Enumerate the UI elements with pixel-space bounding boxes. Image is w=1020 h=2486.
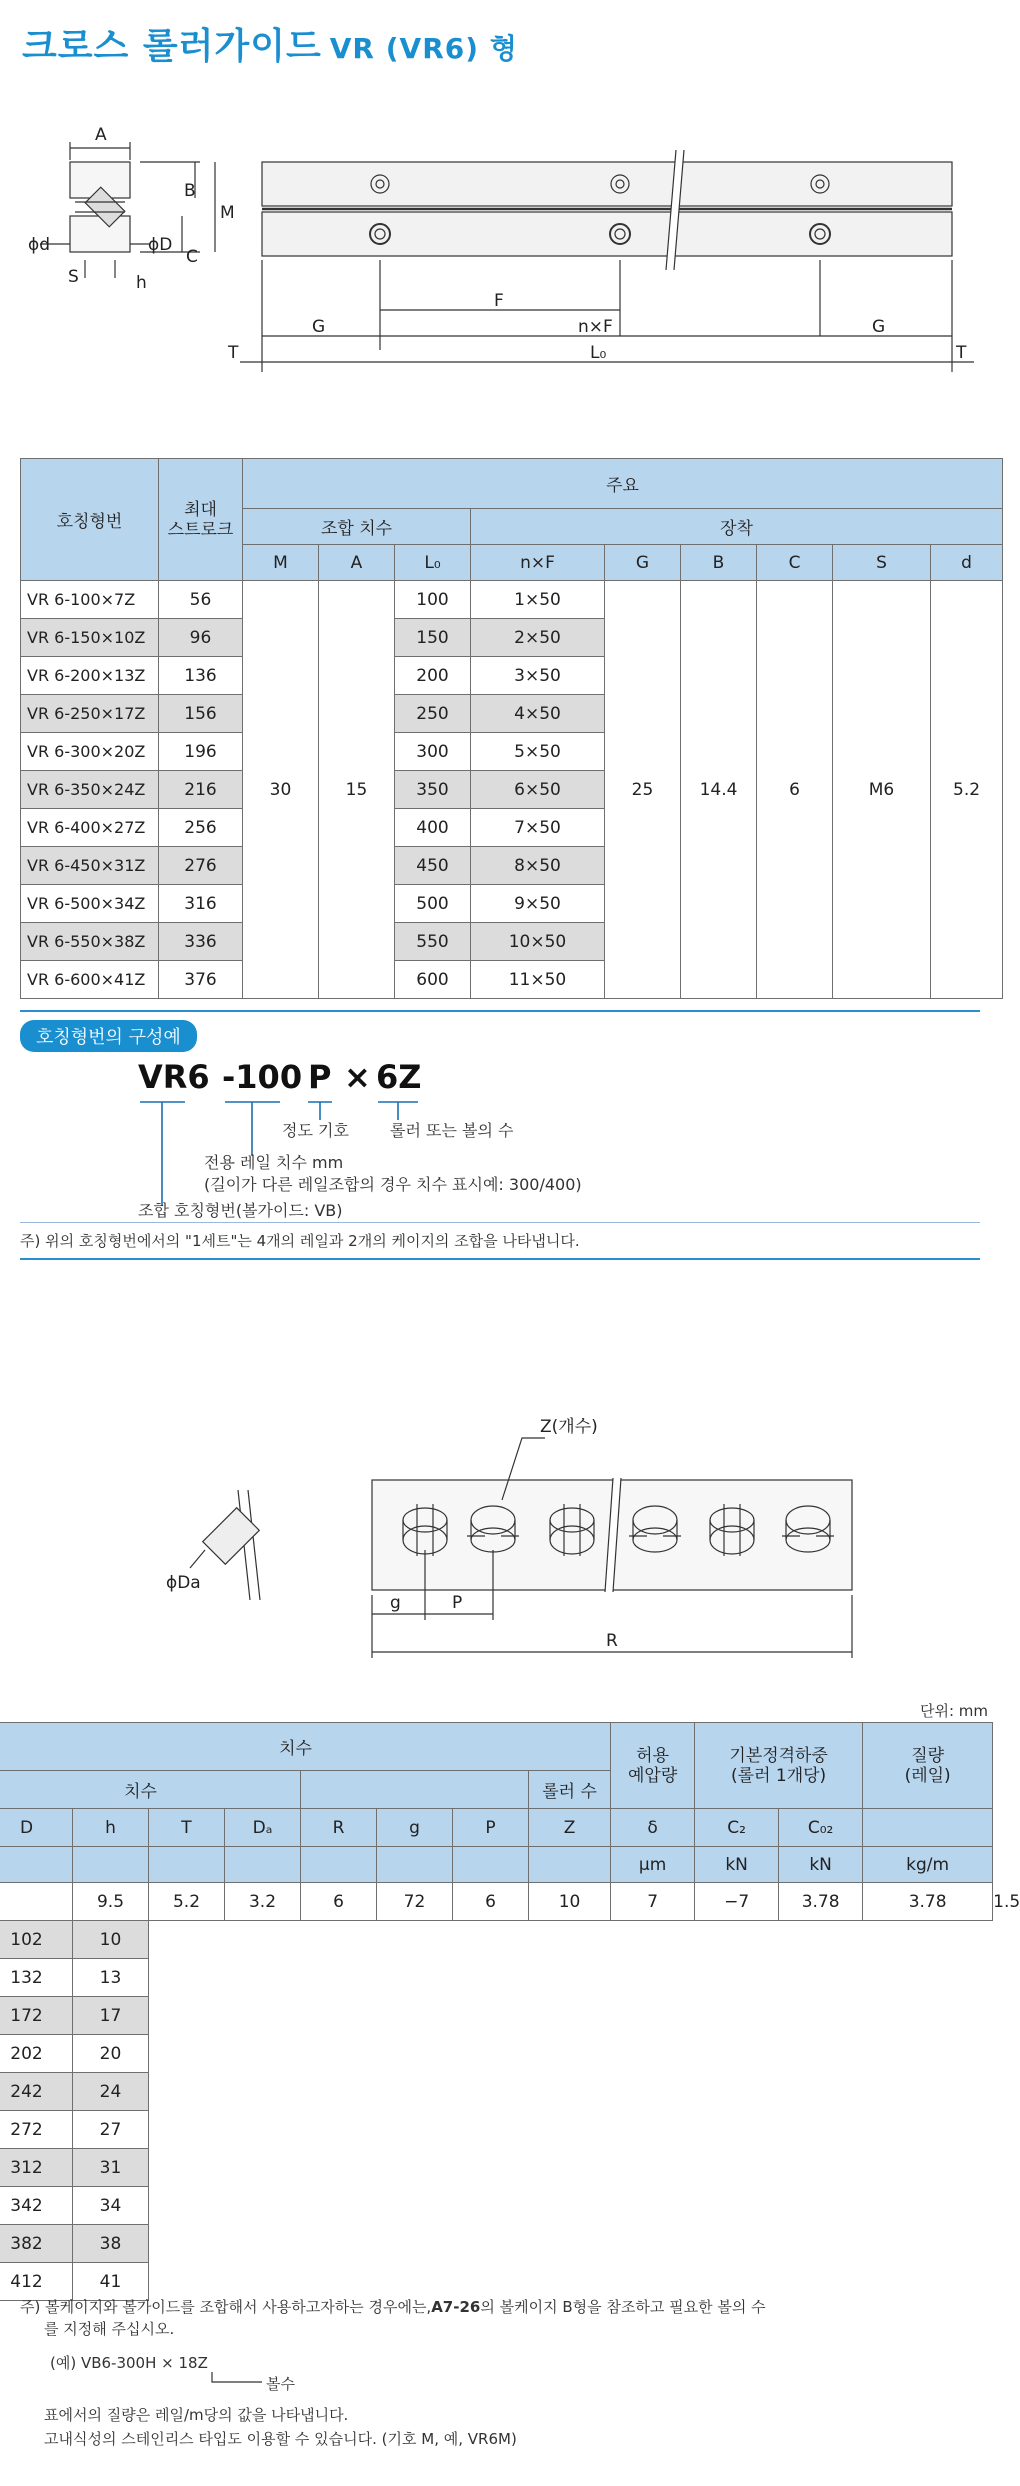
th-col: Dₐ — [225, 1809, 301, 1847]
th-unit — [301, 1847, 377, 1883]
cell-Z: 34 — [73, 2187, 149, 2225]
th-col: d — [931, 545, 1003, 581]
cell-R: 202 — [0, 2035, 73, 2073]
th-unit: kg/m — [863, 1847, 993, 1883]
cell-Z: 38 — [73, 2225, 149, 2263]
cell-model: VR 6-450×31Z — [21, 847, 159, 885]
cell-L0: 250 — [395, 695, 471, 733]
th-unit: kN — [779, 1847, 863, 1883]
cage-g-label: g — [390, 1593, 401, 1613]
cage-drawing — [0, 1400, 1000, 1670]
cell-L0: 100 — [395, 581, 471, 619]
cell-stroke: 216 — [159, 771, 243, 809]
cell-model: VR 6-200×13Z — [21, 657, 159, 695]
rail-drawing — [0, 110, 1000, 390]
cell-D: 9.5 — [73, 1883, 149, 1921]
table-row — [0, 2149, 993, 2187]
cell-nF: 10×50 — [471, 923, 605, 961]
th-col: g — [377, 1809, 453, 1847]
cell-model: VR 6-400×27Z — [21, 809, 159, 847]
table-row — [0, 1959, 993, 1997]
note2-ref: A7-26 — [431, 2298, 481, 2316]
cell-model: VR 6-600×41Z — [21, 961, 159, 999]
note2-line3: 표에서의 질량은 레일/m당의 값을 나타냅니다. — [44, 2406, 349, 2424]
cage-Z-label: Z(개수) — [540, 1417, 598, 1437]
rail-section-bottom — [70, 216, 130, 252]
cell-Z: 10 — [73, 1921, 149, 1959]
th-unit — [0, 1847, 73, 1883]
table-row — [0, 1921, 993, 1959]
cell-Z: 17 — [73, 1997, 149, 2035]
cell-d: 5.2 — [931, 581, 1003, 999]
th-col: R — [301, 1809, 377, 1847]
th-main: 주요 — [243, 459, 1003, 509]
spec-table-2 — [0, 1722, 1020, 2301]
code-part-length: -100 — [222, 1058, 303, 1096]
cell-nF: 11×50 — [471, 961, 605, 999]
th-load: 기본정격하중 (롤러 1개당) — [695, 1723, 863, 1809]
cell-nF: 2×50 — [471, 619, 605, 657]
label-rail-note: (길이가 다른 레일조합의 경우 치수 표시예: 300/400) — [204, 1175, 582, 1194]
cell-M: 30 — [243, 581, 319, 999]
section-rule — [20, 1010, 980, 1012]
cell-Z: 20 — [73, 2035, 149, 2073]
code-part-times: × — [344, 1058, 371, 1096]
cell-model: VR 6-350×24Z — [21, 771, 159, 809]
cell-L0: 150 — [395, 619, 471, 657]
cell-stroke: 96 — [159, 619, 243, 657]
th-col: M — [243, 545, 319, 581]
dim-G-left: G — [312, 317, 326, 337]
example-note: 주) 위의 호칭형번에서의 "1세트"는 4개의 레일과 2개의 케이지의 조합을 나타냅니다. — [20, 1232, 580, 1250]
cell-stroke: 376 — [159, 961, 243, 999]
th-unit — [73, 1847, 149, 1883]
note2-example: (예) VB6-300H × 18Z — [50, 2354, 208, 2372]
cell-nF: 6×50 — [471, 771, 605, 809]
dim-B: B — [184, 181, 196, 201]
page-title — [22, 18, 518, 69]
code-part-series: VR6 — [138, 1058, 210, 1096]
cell-Z: 41 — [73, 2263, 149, 2301]
cell-Z: 27 — [73, 2111, 149, 2149]
cell-T: 3.2 — [225, 1883, 301, 1921]
dim-h: h — [136, 273, 147, 293]
cell-L0: 200 — [395, 657, 471, 695]
note2-line1-a: 주) 볼케이지와 볼가이드를 조합해서 사용하고자하는 경우에는, — [20, 2298, 432, 2316]
th-col: n×F — [471, 545, 605, 581]
th-col: D — [0, 1809, 73, 1847]
th-col: L₀ — [395, 545, 471, 581]
cell-R: 382 — [0, 2225, 73, 2263]
th-unit: kN — [695, 1847, 779, 1883]
th-rollers: 롤러 수 — [529, 1771, 611, 1809]
cell-nF: 4×50 — [471, 695, 605, 733]
code-part-precision: P — [308, 1058, 332, 1096]
cell-model: VR 6-300×20Z — [21, 733, 159, 771]
dim-d: ϕd — [28, 235, 51, 255]
note2-line1 — [20, 2296, 766, 2317]
th-unit — [377, 1847, 453, 1883]
th-unit: μm — [611, 1847, 695, 1883]
label-rollers: 롤러 또는 볼의 수 — [390, 1121, 514, 1140]
th-preload: 허용 예압량 — [611, 1723, 695, 1809]
cell-model: VR 6-250×17Z — [21, 695, 159, 733]
dim-M: M — [220, 203, 235, 223]
table-row — [0, 2225, 993, 2263]
rail-side-bottom — [262, 212, 952, 256]
th-model: 호칭형번 — [21, 459, 159, 581]
note2-line4: 고내식성의 스테인리스 타입도 이용할 수 있습니다. (기호 M, 예, VR6M) — [44, 2430, 517, 2448]
th-dim-sub: 치수 — [0, 1771, 301, 1809]
cell-g: 6 — [453, 1883, 529, 1921]
cell-R: 412 — [0, 2263, 73, 2301]
cell-G: 25 — [605, 581, 681, 999]
cell-stroke: 196 — [159, 733, 243, 771]
note-rule-bottom — [20, 1258, 980, 1260]
cell-R: 102 — [0, 1921, 73, 1959]
cage-R-label: R — [606, 1631, 618, 1651]
dim-S: S — [68, 267, 79, 287]
cage-Da-label: ϕDa — [166, 1573, 201, 1593]
spec-table-1 — [20, 458, 1003, 999]
table-row — [0, 2035, 993, 2073]
cell-Da: 6 — [301, 1883, 377, 1921]
note2-example-label: 볼수 — [266, 2375, 295, 2393]
th-col: C — [757, 545, 833, 581]
th-col: C₂ — [695, 1809, 779, 1847]
cage-P-label: P — [452, 1593, 463, 1613]
label-rail: 전용 레일 치수 mm — [204, 1153, 344, 1172]
th-col: Z — [529, 1809, 611, 1847]
th-col: h — [73, 1809, 149, 1847]
th-unit — [225, 1847, 301, 1883]
cell-nF: 9×50 — [471, 885, 605, 923]
th-col: A — [319, 545, 395, 581]
cell-L0: 450 — [395, 847, 471, 885]
cell-R: 72 — [377, 1883, 453, 1921]
cell-model: VR 6-550×38Z — [21, 923, 159, 961]
th-col: C₀₂ — [779, 1809, 863, 1847]
cell-P: 10 — [529, 1883, 611, 1921]
th-unit — [529, 1847, 611, 1883]
th-mount: 장착 — [471, 509, 1003, 545]
th-assembly: 조합 치수 — [243, 509, 471, 545]
th-col: T — [149, 1809, 225, 1847]
dim-A: A — [95, 125, 107, 145]
cell-L0: 350 — [395, 771, 471, 809]
cell-R: 132 — [0, 1959, 73, 1997]
label-precision: 정도 기호 — [282, 1121, 349, 1140]
cell-stroke: 156 — [159, 695, 243, 733]
th-col: S — [833, 545, 931, 581]
th-mass: 질량 (레일) — [863, 1723, 993, 1809]
table-row — [0, 2263, 993, 2301]
cell-R: 342 — [0, 2187, 73, 2225]
cell-Z: 31 — [73, 2149, 149, 2187]
th-stroke: 최대 스트로크 — [159, 459, 243, 581]
cell-B: 14.4 — [681, 581, 757, 999]
th-unit — [453, 1847, 529, 1883]
table-row — [21, 581, 1003, 619]
cell-L0: 300 — [395, 733, 471, 771]
dim-C: C — [186, 247, 198, 267]
cell-h: 5.2 — [149, 1883, 225, 1921]
cell-L0: 550 — [395, 923, 471, 961]
cell-blank — [0, 1883, 73, 1921]
th-col: P — [453, 1809, 529, 1847]
dim-F: F — [494, 291, 504, 311]
cell-C0: 3.78 — [863, 1883, 993, 1921]
cell-stroke: 56 — [159, 581, 243, 619]
title-sub: VR (VR6) 형 — [329, 32, 518, 65]
cell-Z: 24 — [73, 2073, 149, 2111]
cell-R: 242 — [0, 2073, 73, 2111]
dim-G-right: G — [872, 317, 886, 337]
cell-R: 272 — [0, 2111, 73, 2149]
table-row — [0, 2111, 993, 2149]
example-pill: 호칭형번의 구성예 — [20, 1020, 197, 1052]
dim-D: ϕD — [148, 235, 173, 255]
unit-label: 단위: mm — [919, 1702, 988, 1720]
cell-C: 3.78 — [779, 1883, 863, 1921]
th-col — [863, 1809, 993, 1847]
cell-delta: −7 — [695, 1883, 779, 1921]
cell-R: 172 — [0, 1997, 73, 2035]
cell-model: VR 6-500×34Z — [21, 885, 159, 923]
th-unit — [149, 1847, 225, 1883]
th-col: B — [681, 545, 757, 581]
cell-Z: 7 — [611, 1883, 695, 1921]
cell-nF: 8×50 — [471, 847, 605, 885]
cell-stroke: 136 — [159, 657, 243, 695]
th-dim: 치수 — [0, 1723, 611, 1771]
cell-L0: 500 — [395, 885, 471, 923]
table-row — [0, 2187, 993, 2225]
title-main: 크로스 롤러가이드 — [22, 26, 322, 67]
cell-model: VR 6-150×10Z — [21, 619, 159, 657]
th-col: δ — [611, 1809, 695, 1847]
cell-S: M6 — [833, 581, 931, 999]
cell-L0: 600 — [395, 961, 471, 999]
note-rule-top — [20, 1222, 980, 1223]
cell-stroke: 316 — [159, 885, 243, 923]
cell-nF: 7×50 — [471, 809, 605, 847]
cell-nF: 1×50 — [471, 581, 605, 619]
label-assembly: 조합 호칭형번(볼가이드: VB) — [138, 1201, 343, 1220]
th-col: G — [605, 545, 681, 581]
note2-line2: 를 지정해 주십시오. — [44, 2320, 175, 2338]
cell-stroke: 256 — [159, 809, 243, 847]
dim-L0: L₀ — [590, 343, 607, 363]
dim-T-right: T — [956, 343, 967, 363]
cell-R: 312 — [0, 2149, 73, 2187]
th-dim-blank — [301, 1771, 529, 1809]
cell-nF: 3×50 — [471, 657, 605, 695]
dim-T-left: T — [228, 343, 239, 363]
table-row — [0, 1997, 993, 2035]
cell-nF: 5×50 — [471, 733, 605, 771]
cell-A: 15 — [319, 581, 395, 999]
code-part-rollers: 6Z — [376, 1058, 422, 1096]
cell-stroke: 336 — [159, 923, 243, 961]
table-row: 9.5 5.2 3.2 6 72 6 10 7 −7 3.78 3.78 1.5 — [0, 1883, 993, 1921]
cell-C: 6 — [757, 581, 833, 999]
cell-L0: 400 — [395, 809, 471, 847]
example-leader-lines — [0, 1094, 1000, 1214]
cell-stroke: 276 — [159, 847, 243, 885]
note2-line1-b: 의 볼케이지 B형을 참조하고 필요한 볼의 수 — [480, 2298, 766, 2316]
rail-side-top — [262, 162, 952, 206]
dim-nF: n×F — [578, 317, 613, 337]
cell-model: VR 6-100×7Z — [21, 581, 159, 619]
cell-Z: 13 — [73, 1959, 149, 1997]
table-row — [0, 2073, 993, 2111]
